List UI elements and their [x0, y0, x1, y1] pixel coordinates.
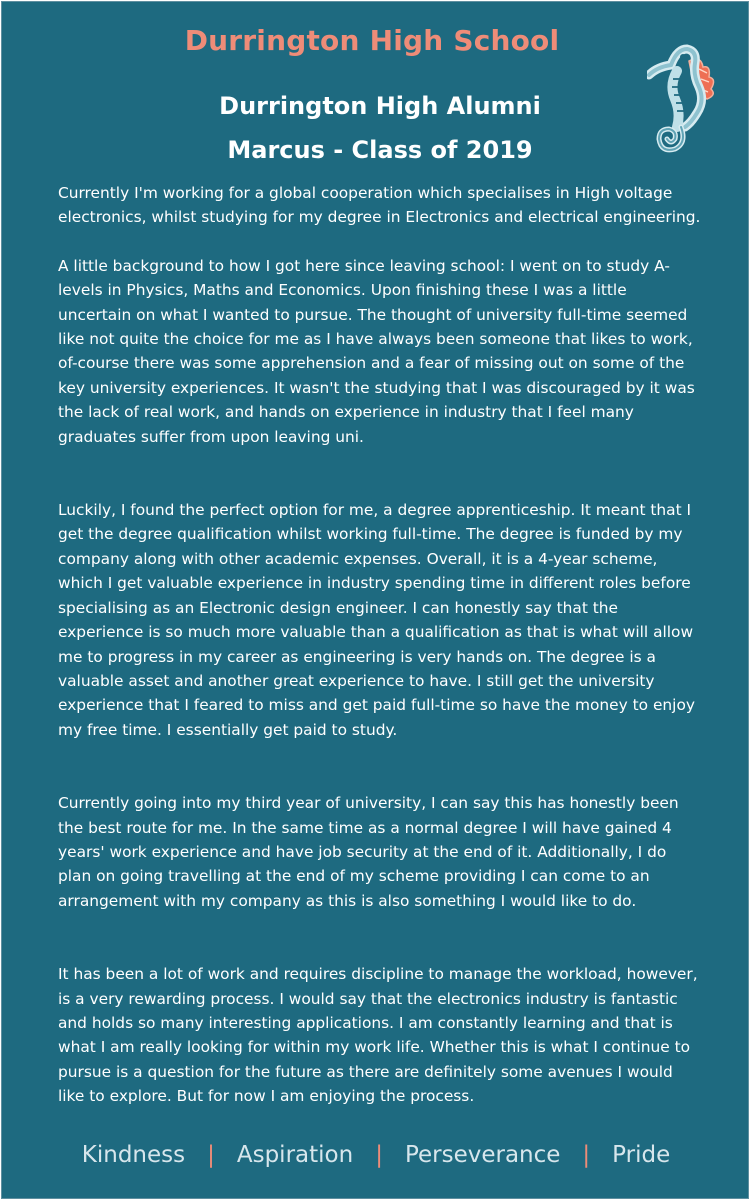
value-pride: Pride — [612, 1142, 671, 1168]
alumni-subtitle: Marcus - Class of 2019 — [227, 136, 533, 164]
seahorse-icon — [647, 35, 729, 163]
paragraph: Currently I'm working for a global cooperation which specialises in High voltage electronics, whilst studying for my degree in Electronics and electrical engineering. — [58, 184, 701, 227]
paragraph: A little background to how I got here since leaving school: I went on to study A-levels in Physics, Maths and Economics. Upon finishing these I was a little uncertain on what I wanted to pursue. The thought of university full-time seemed like not quite the choice for me as I have always been someone that likes to work, of-course there was some apprehension and a fear of missing out on some of the key university experiences. It wasn't the studying that I was discouraged by it was the lack of real work, and hands on experience in industry that I feel many graduates suffer from upon leaving uni. — [58, 256, 695, 446]
separator: | — [582, 1142, 591, 1168]
value-kindness: Kindness — [81, 1142, 186, 1168]
school-name: Durrington High School — [184, 24, 560, 57]
paragraph: It has been a lot of work and requires discipline to manage the workload, however, is a very rewarding process. I would say that the electronics industry is fantastic and holds so many interesting applications. I am constantly learning and that is what I am really looking for within my work life. Whether this is what I continue to pursue is a question for the future as there are definitely some avenues I would like to explore. But for now I am enjoying the process. — [58, 965, 698, 1106]
alumni-poster — [1, 1, 749, 1199]
paragraph: Luckily, I found the perfect option for me, a degree apprenticeship. It meant that I get the degree qualification whilst working full-time. The degree is funded by my company along with other academic expenses. Overall, it is a 4-year scheme, which I get valuable experience in industry spending time in different roles before specialising as an Electronic design engineer. I can honestly say that the experience is so much more valuable than a qualification as that is what will allow me to progress in my career as engineering is very hands on. The degree is a valuable asset and another great experience to have. I still get the university experience that I feared to miss and get paid full-time so have the money to enjoy my free time. I essentially get paid to study. — [58, 501, 695, 739]
separator: | — [375, 1142, 383, 1168]
school-values — [2, 1142, 750, 1168]
paragraph: Currently going into my third year of university, I can say this has honestly been the best route for me. In the same time as a normal degree I will have gained 4 years' work experience and have job security at the end of it. Additionally, I do plan on going travelling at the end of my scheme providing I can come to an arrangement with my company as this is also something I would like to do. — [58, 794, 679, 910]
article-body — [58, 181, 704, 1109]
value-aspiration: Aspiration — [236, 1142, 354, 1168]
value-perseverance: Perseverance — [404, 1142, 561, 1168]
page-title: Durrington High Alumni — [219, 92, 541, 120]
separator: | — [207, 1142, 215, 1168]
